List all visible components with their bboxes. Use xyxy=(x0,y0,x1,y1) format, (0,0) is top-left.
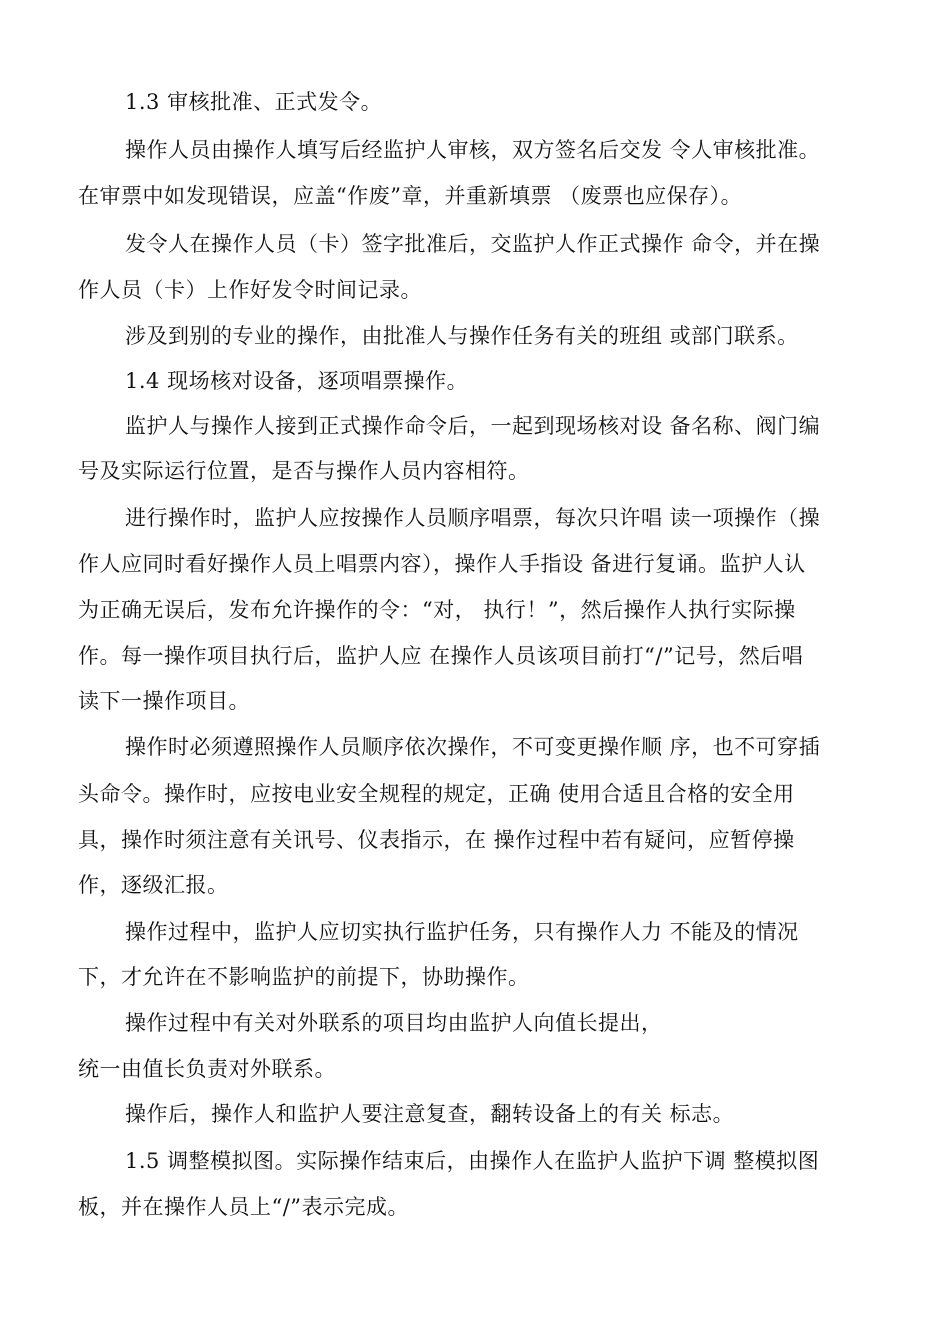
text-line: 操作过程中有关对外联系的项目均由监护人向值长提出， xyxy=(125,1011,663,1035)
text-line: 操作后，操作人和监护人要注意复查，翻转设备上的有关 标志。 xyxy=(125,1102,735,1126)
text-line: 具，操作时须注意有关讯号、仪表指示，在 操作过程中若有疑问，应暂停操 xyxy=(78,828,795,852)
text-line: 操作人员由操作人填写后经监护人审核，双方签名后交发 令人审核批准。 xyxy=(125,138,821,162)
text-line: 作，逐级汇报。 xyxy=(78,873,229,897)
text-line: 操作时必须遵照操作人员顺序依次操作，不可变更操作顺 序，也不可穿插 xyxy=(125,735,821,759)
text-line: 作人员（卡）上作好发令时间记录。 xyxy=(78,278,422,302)
text-line: 板，并在操作人员上“/”表示完成。 xyxy=(78,1195,410,1219)
text-line: 下，才允许在不影响监护的前提下，协助操作。 xyxy=(78,965,530,989)
text-line: 1.3 审核批准、正式发令。 xyxy=(125,90,383,114)
text-line: 号及实际运行位置，是否与操作人员内容相符。 xyxy=(78,459,530,483)
text-line: 涉及到别的专业的操作，由批准人与操作任务有关的班组 或部门联系。 xyxy=(125,324,799,348)
text-line: 头命令。操作时，应按电业安全规程的规定，正确 使用合适且合格的安全用 xyxy=(78,782,795,806)
text-line: 统一由值长负责对外联系。 xyxy=(78,1057,336,1081)
text-line: 监护人与操作人接到正式操作命令后，一起到现场核对设 备名称、阀门编 xyxy=(125,414,821,438)
text-line: 作人应同时看好操作人员上唱票内容），操作人手指设 备进行复诵。监护人认 xyxy=(78,552,806,576)
text-line: 读下一操作项目。 xyxy=(78,689,250,713)
text-line: 1.5 调整模拟图。实际操作结束后，由操作人在监护人监护下调 整模拟图 xyxy=(125,1149,820,1173)
text-line: 为正确无误后，发布允许操作的令：“对， 执行！”，然后操作人执行实际操 xyxy=(78,598,796,622)
text-line: 进行操作时，监护人应按操作人员顺序唱票，每次只许唱 读一项操作（操 xyxy=(125,506,821,530)
text-line: 1.4 现场核对设备，逐项唱票操作。 xyxy=(125,369,469,393)
text-line: 操作过程中，监护人应切实执行监护任务，只有操作人力 不能及的情况 xyxy=(125,920,799,944)
text-line: 在审票中如发现错误，应盖“作废”章，并重新填票 （废票也应保存）。 xyxy=(78,184,743,208)
text-line: 发令人在操作人员（卡）签字批准后，交监护人作正式操作 命令，并在操 xyxy=(125,232,821,256)
text-line: 作。每一操作项目执行后，监护人应 在操作人员该项目前打“/”记号，然后唱 xyxy=(78,644,804,668)
